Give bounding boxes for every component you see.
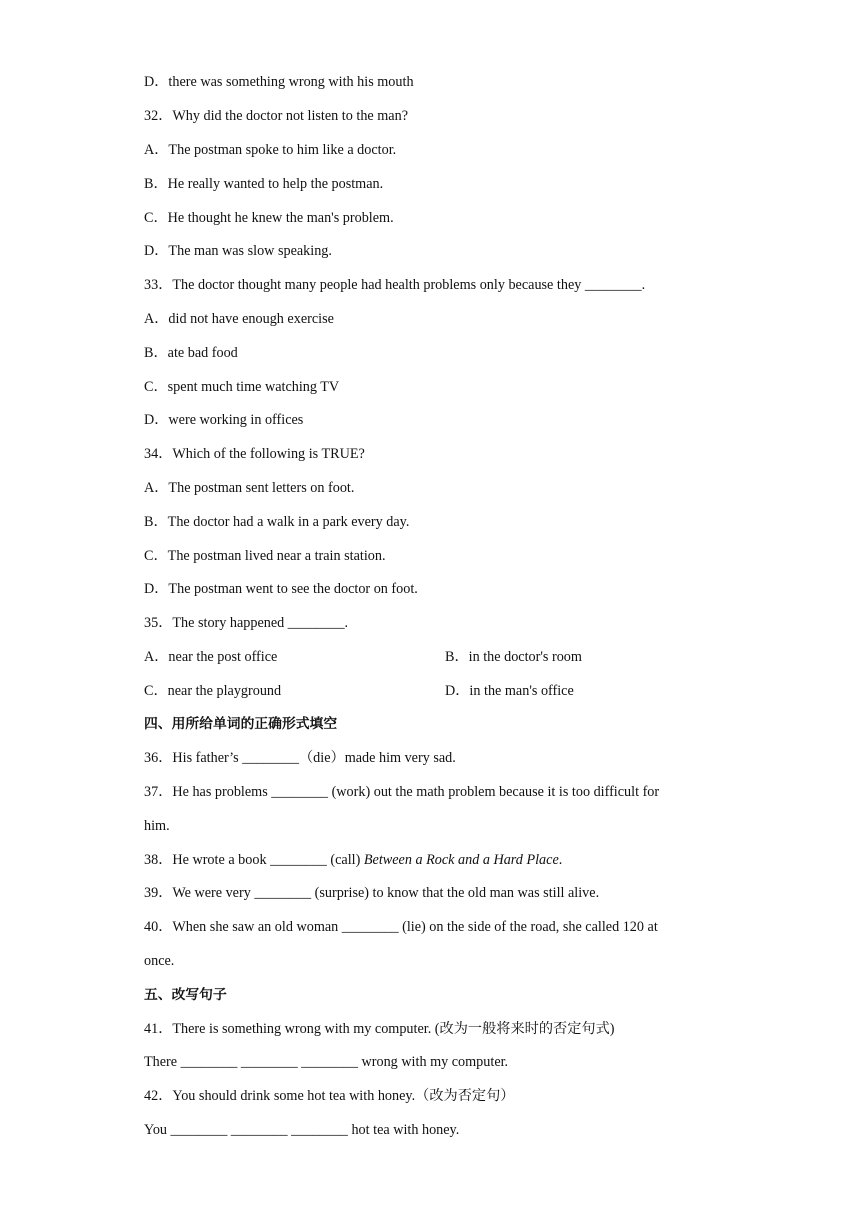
q35-option-d: D．in the man's office [445,683,574,699]
q42-answer-line: You ________ ________ ________ hot tea with honey. [144,1122,460,1138]
q34-option-c: C．The postman lived near a train station. [144,548,386,564]
q38-suffix: . [558,852,563,868]
q38-text [144,850,562,870]
q32-option-b: B．He really wanted to help the postman. [144,176,384,192]
q34-stem: 34．Which of the following is TRUE? [144,446,365,462]
q42-stem: 42．You should drink some hot tea with honey.（改为否定句） [144,1088,515,1104]
q32-option-d: D．The man was slow speaking. [144,243,332,259]
q32-option-a: A．The postman spoke to him like a doctor. [144,142,397,158]
q41-answer-line: There ________ ________ ________ wrong with my computer. [144,1054,509,1070]
q32-stem: 32．Why did the doctor not listen to the man? [144,108,408,124]
q38-prefix: 38．He wrote a book ________ (call) [144,852,364,868]
q39-text: 39．We were very ________ (surprise) to know that the old man was still alive. [144,885,600,901]
q37-line-1: 37．He has problems ________ (work) out the math problem because it is too difficult for [144,784,660,800]
q35-option-a: A．near the post office [144,649,278,665]
q33-stem: 33．The doctor thought many people had health problems only because they ________. [144,277,646,293]
q33-option-a: A．did not have enough exercise [144,311,334,327]
q33-option-b: B．ate bad food [144,345,238,361]
q38-book-title: Between a Rock and a Hard Place [363,852,559,868]
section-5-heading: 五、改写句子 [144,987,227,1003]
q35-stem: 35．The story happened ________. [144,615,349,631]
q34-option-d: D．The postman went to see the doctor on foot. [144,581,418,597]
q33-option-d: D．were working in offices [144,412,304,428]
q34-option-a: A．The postman sent letters on foot. [144,480,355,496]
q36-text: 36．His father’s ________（die）made him very sad. [144,750,456,766]
q40-line-1: 40．When she saw an old woman ________ (lie) on the side of the road, she called 120 at [144,919,658,935]
q37-line-2: him. [144,818,170,834]
q40-line-2: once. [144,953,175,969]
q41-stem: 41．There is something wrong with my computer. (改为一般将来时的否定句式) [144,1021,615,1037]
q35-option-c: C．near the playground [144,683,282,699]
q31-option-d: D．there was something wrong with his mouth [144,74,414,90]
q35-option-b: B．in the doctor's room [445,649,582,665]
section-4-heading: 四、用所给单词的正确形式填空 [144,716,338,732]
q34-option-b: B．The doctor had a walk in a park every day. [144,514,410,530]
q32-option-c: C．He thought he knew the man's problem. [144,210,394,226]
q33-option-c: C．spent much time watching TV [144,379,340,395]
